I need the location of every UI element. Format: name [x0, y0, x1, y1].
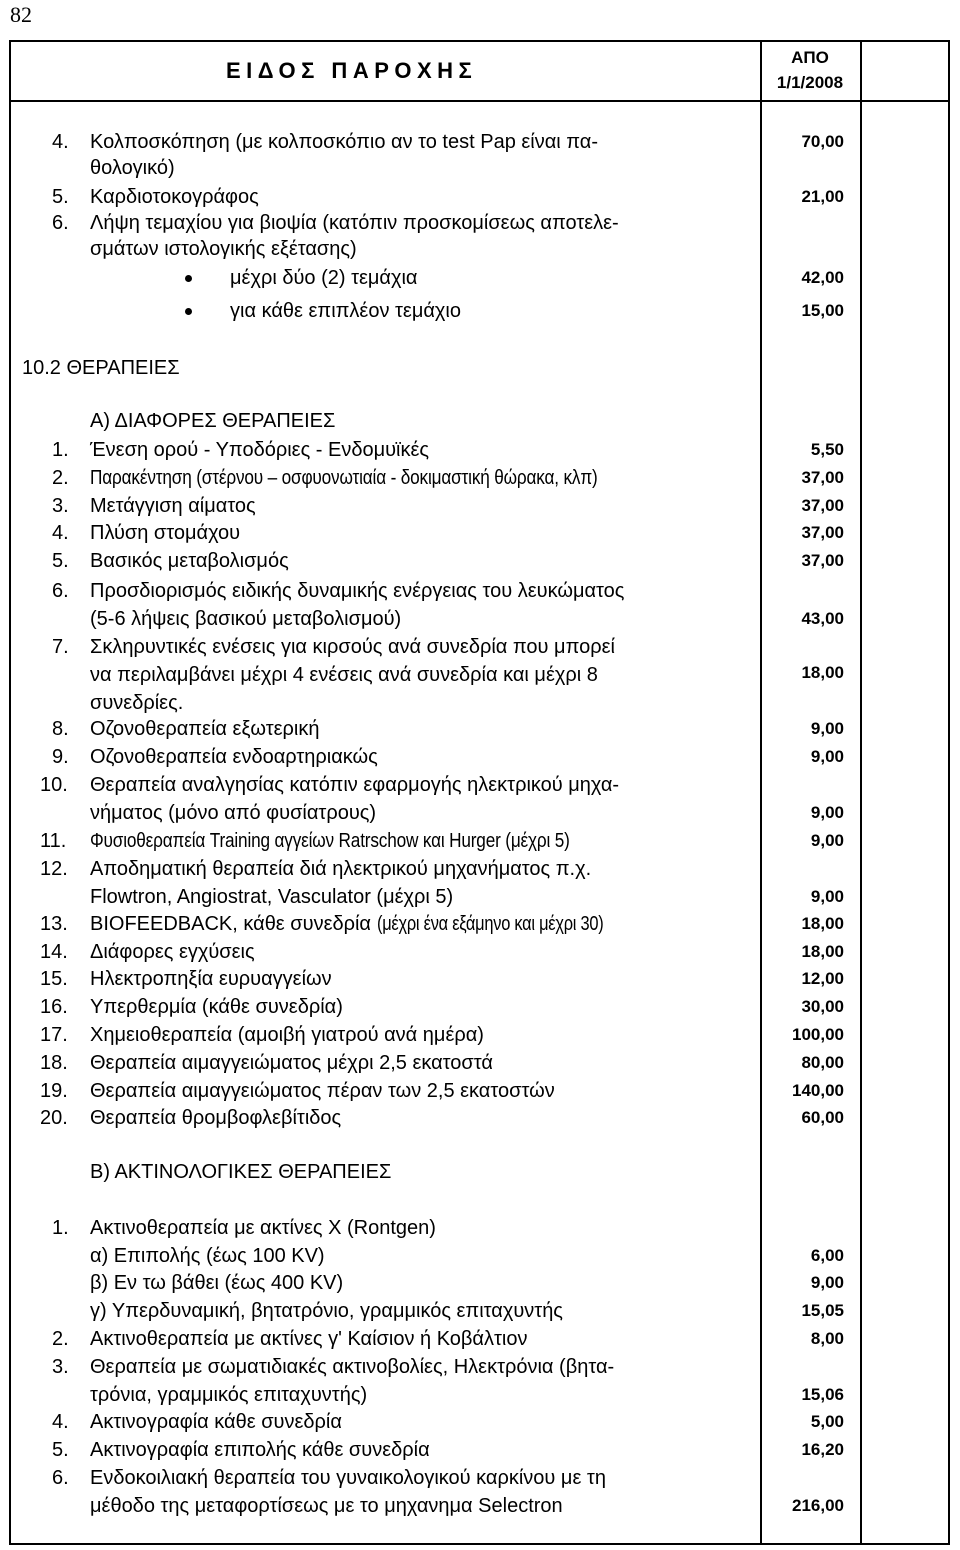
item-label: Θεραπεία αιμαγγειώματος πέραν των 2,5 εκατοστών: [90, 1080, 555, 1102]
item-label: Αποδηματική θεραπεία διά ηλεκτρικού μηχανήματος π.χ.: [90, 858, 592, 880]
item-price: 9,00: [810, 831, 844, 850]
item-label-cont: τρόνια, γραμμικός επιταχυντής): [90, 1384, 368, 1406]
item-label: Ενδοκοιλιακή θεραπεία του γυναικολογικού καρκίνου με τη: [90, 1467, 606, 1489]
item-label: Καρδιοτοκογράφος: [90, 186, 259, 208]
item-label: Λήψη τεμαχίου για βιοψία (κατόπιν προσκομίσεως αποτελε-: [90, 212, 619, 234]
item-price: 216,00: [792, 1496, 844, 1515]
page-number: 82: [10, 2, 32, 27]
item-number: 4.: [52, 1411, 69, 1433]
item-number: 17.: [40, 1024, 68, 1046]
item-price: 18,00: [801, 942, 844, 961]
header-divider: [9, 100, 950, 102]
item-number: 2.: [52, 467, 69, 489]
item-label: Θεραπεία με σωματιδιακές ακτινοβολίες, Ηλεκτρόνια (βητα-: [90, 1356, 615, 1378]
item-label: Ακτινογραφία κάθε συνεδρία: [90, 1411, 342, 1433]
item-label: Ηλεκτροπηξία ευρυαγγείων: [90, 968, 332, 990]
item-price: 60,00: [801, 1108, 844, 1127]
item-label: [90, 828, 648, 854]
subsection-heading: Β) ΑΚΤΙΝΟΛΟΓΙΚΕΣ ΘΕΡΑΠΕΙΕΣ: [90, 1161, 392, 1183]
item-price: 5,00: [810, 1412, 844, 1431]
item-label: Υπερθερμία (κάθε συνεδρία): [90, 996, 343, 1018]
item-label-text: Φυσιοθεραπεία Training αγγείων Ratrschow και Hurger (μέχρι 5): [90, 830, 570, 852]
item-label: Οζονοθεραπεία ενδοαρτηριακώς: [90, 746, 378, 768]
item-label: Πλύση στομάχου: [90, 522, 241, 544]
header-col-apo: ΑΠΟ: [791, 48, 829, 67]
item-label-cont: σμάτων ιστολογικής εξέτασης): [90, 238, 357, 260]
item-label: Σκληρυντικές ενέσεις για κιρσούς ανά συνεδρία που μπορεί: [90, 636, 615, 658]
item-label-text: BIOFEEDBACK, κάθε συνεδρία: [90, 913, 371, 935]
item-price: 15,00: [801, 301, 844, 320]
item-price: 37,00: [801, 523, 844, 542]
item-price: 100,00: [792, 1025, 844, 1044]
item-number: 6.: [52, 1467, 69, 1489]
item-number: 7.: [52, 636, 69, 658]
item-label-cont: (5-6 λήψεις βασικού μεταβολισμού): [90, 608, 402, 630]
item-price: 37,00: [801, 551, 844, 570]
item-label: Μετάγγιση αίματος: [90, 495, 256, 517]
item-number: 4.: [52, 522, 69, 544]
item-label-cont: να περιλαμβάνει μέχρι 4 ενέσεις ανά συνεδρία και μέχρι 8: [90, 664, 598, 686]
item-number: 1.: [52, 439, 69, 461]
item-number: 5.: [52, 550, 69, 572]
section-heading: 10.2 ΘΕΡΑΠΕΙΕΣ: [22, 357, 180, 379]
item-price: 15,06: [801, 1385, 844, 1404]
item-price: 6,00: [810, 1246, 844, 1265]
item-number: 5.: [52, 186, 69, 208]
item-price: 140,00: [792, 1081, 844, 1100]
item-price: 15,05: [801, 1301, 844, 1320]
item-label-cont: μέθοδο της μεταφορτίσεως με το μηχανημα Selectron: [90, 1495, 563, 1517]
item-number: 5.: [52, 1439, 69, 1461]
item-number: 10.: [40, 774, 68, 796]
item-number: 1.: [52, 1217, 69, 1239]
item-number: 3.: [52, 495, 69, 517]
sub-item-label: β) Εν τω βάθει (έως 400 KV): [90, 1272, 344, 1294]
item-label-cont: Flowtron, Angiostrat, Vasculator (μέχρι 5): [90, 886, 454, 908]
item-number: 16.: [40, 996, 68, 1018]
item-number: 14.: [40, 941, 68, 963]
item-price: 9,00: [810, 747, 844, 766]
item-price: 5,50: [810, 440, 844, 459]
item-label-note: (μέχρι ένα εξάμηνο και μέχρι 30): [376, 913, 604, 935]
item-number: 6.: [52, 580, 69, 602]
item-label: Διάφορες εγχύσεις: [90, 941, 255, 963]
item-label: Κολποσκόπηση (με κολποσκόπιο αν το test Pap είναι πα-: [90, 131, 599, 153]
column-divider-extra: [860, 40, 862, 1545]
item-label: Ακτινοθεραπεία με ακτίνες Χ (Rontgen): [90, 1217, 436, 1239]
item-number: 3.: [52, 1356, 69, 1378]
item-label: Θεραπεία αναλγησίας κατόπιν εφαρμογής ηλεκτρικού μηχα-: [90, 774, 620, 796]
item-price: 16,20: [801, 1440, 844, 1459]
item-label: Θεραπεία θρομβοφλεβίτιδος: [90, 1107, 342, 1129]
item-number: 12.: [40, 858, 68, 880]
item-label-cont: νήματος (μόνο από φυσίατρους): [90, 802, 377, 824]
item-label: Χημειοθεραπεία (αμοιβή γιατρού ανά ημέρα): [90, 1024, 484, 1046]
item-number: 4.: [52, 131, 69, 153]
item-price: 8,00: [810, 1329, 844, 1348]
header-title: ΕΙΔΟΣ ΠΑΡΟΧΗΣ: [226, 58, 478, 83]
bullet-label: μέχρι δύο (2) τεμάχια: [230, 267, 418, 289]
item-price: 80,00: [801, 1053, 844, 1072]
item-label: Θεραπεία αιμαγγειώματος μέχρι 2,5 εκατοστά: [90, 1052, 493, 1074]
item-label: Ένεση ορού - Υποδόριες - Ενδομυϊκές: [90, 439, 430, 461]
item-price: 9,00: [810, 1273, 844, 1292]
item-price: 70,00: [801, 132, 844, 151]
item-number: 11.: [40, 830, 67, 852]
item-price: 37,00: [801, 468, 844, 487]
item-price: 9,00: [810, 719, 844, 738]
item-number: 15.: [40, 968, 68, 990]
item-label: Βασικός μεταβολισμός: [90, 550, 289, 572]
item-number: 9.: [52, 746, 69, 768]
item-label-cont: συνεδρίες.: [90, 692, 184, 714]
bullet-label: για κάθε επιπλέον τεμάχιο: [230, 300, 461, 322]
item-price: 18,00: [801, 663, 844, 682]
header-col-date: 1/1/2008: [776, 73, 844, 92]
subsection-heading: Α) ΔΙΑΦΟΡΕΣ ΘΕΡΑΠΕΙΕΣ: [90, 410, 336, 432]
item-number: 8.: [52, 718, 69, 740]
item-price: 42,00: [801, 268, 844, 287]
item-number: 2.: [52, 1328, 69, 1350]
item-label: Ακτινοθεραπεία με ακτίνες γ' Καίσιον ή Κοβάλτιον: [90, 1328, 528, 1350]
item-price: 30,00: [801, 997, 844, 1016]
item-label: Προσδιορισμός ειδικής δυναμικής ενέργειας του λευκώματος: [90, 580, 625, 602]
item-number: 20.: [40, 1107, 68, 1129]
item-label-text: Παρακέντηση (στέρνου – οσφυονωτιαία - δοκιμαστική θώρακα, κλπ): [90, 467, 598, 489]
bullet-icon: [185, 275, 192, 282]
item-label-cont: θολογικό): [90, 157, 175, 179]
item-price: 12,00: [801, 969, 844, 988]
item-price: 18,00: [801, 914, 844, 933]
item-price: 43,00: [801, 609, 844, 628]
sub-item-label: γ) Υπερδυναμική, βητατρόνιο, γραμμικός επιταχυντής: [90, 1300, 563, 1322]
bullet-icon: [185, 308, 192, 315]
item-number: 18.: [40, 1052, 68, 1074]
item-number: 6.: [52, 212, 69, 234]
item-price: 21,00: [801, 187, 844, 206]
item-label: Οζονοθεραπεία εξωτερική: [90, 718, 320, 740]
item-number: 13.: [40, 913, 68, 935]
sub-item-label: α) Επιπολής (έως 100 KV): [90, 1245, 325, 1267]
item-number: 19.: [40, 1080, 68, 1102]
item-price: 9,00: [810, 887, 844, 906]
item-price: 37,00: [801, 496, 844, 515]
item-price: 9,00: [810, 803, 844, 822]
item-label: [90, 465, 680, 491]
item-label: Ακτινογραφία επιπολής κάθε συνεδρία: [90, 1439, 430, 1461]
item-label: [90, 911, 653, 937]
